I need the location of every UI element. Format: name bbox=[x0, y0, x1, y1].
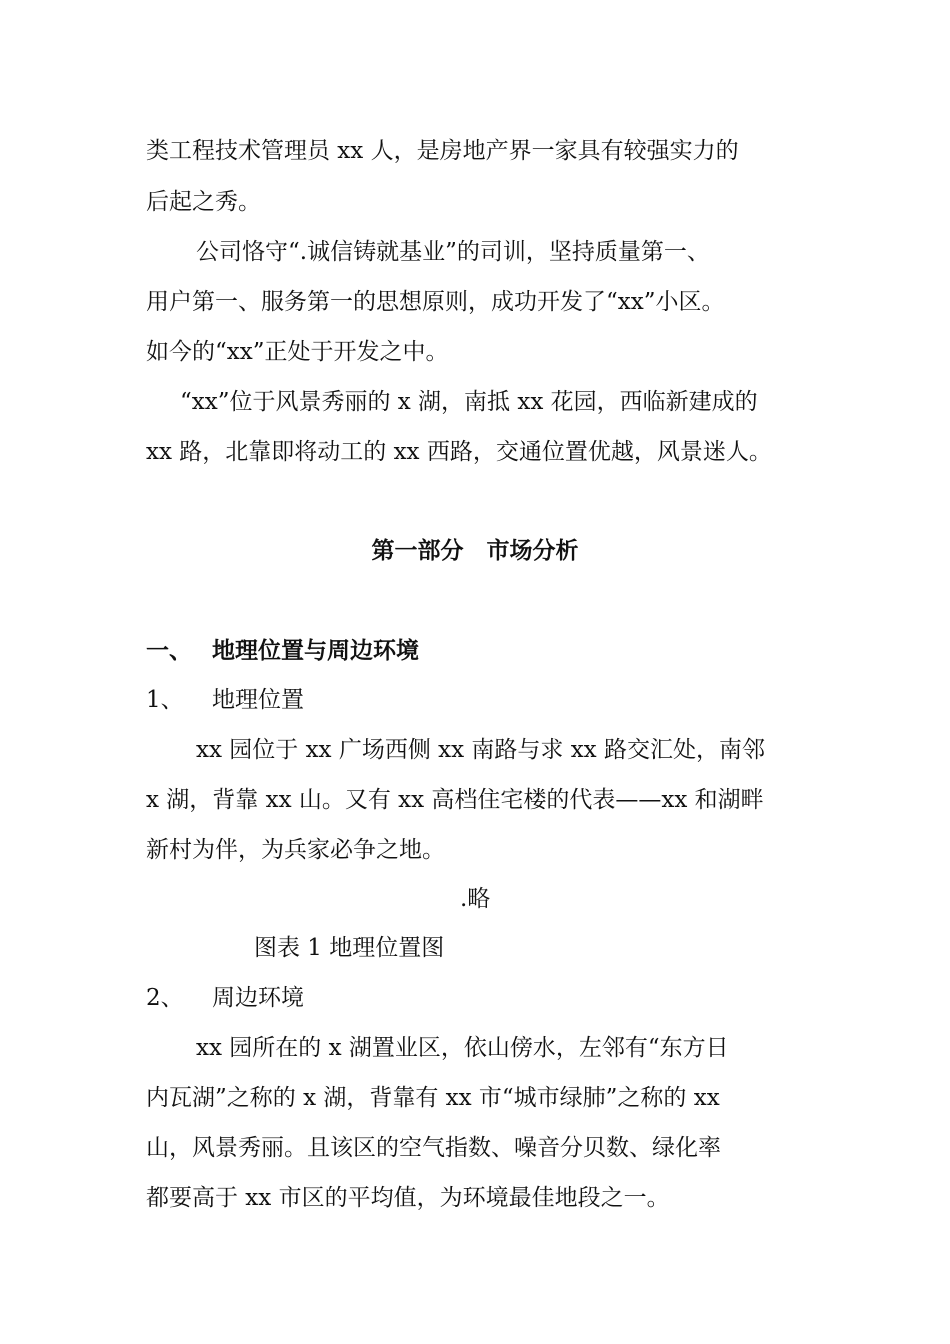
paragraph-line: xx 路，北靠即将动工的 xx 西路，交通位置优越，风景迷人。 bbox=[146, 439, 772, 465]
part-title: 第一部分 市场分析 bbox=[371, 537, 579, 564]
section-heading bbox=[146, 636, 419, 666]
paragraph-line: x 湖，背靠 xx 山。又有 xx 高档住宅楼的代表——xx 和湖畔 bbox=[146, 787, 764, 813]
subsection-heading bbox=[146, 685, 304, 715]
paragraph-line: 新村为伴，为兵家必争之地。 bbox=[146, 837, 445, 863]
paragraph-line: 后起之秀。 bbox=[146, 189, 261, 215]
subsection-title: 周边环境 bbox=[212, 985, 304, 1011]
paragraph-line: xx 园所在的 x 湖置业区，依山傍水，左邻有“东方日 bbox=[196, 1035, 729, 1061]
paragraph-line: 用户第一、服务第一的思想原则，成功开发了“xx”小区。 bbox=[146, 289, 725, 315]
subsection-number: 2、 bbox=[146, 985, 184, 1011]
subsection-number: 1、 bbox=[146, 687, 184, 713]
subsection-heading bbox=[146, 983, 304, 1013]
figure-placeholder: .略 bbox=[460, 886, 491, 912]
paragraph-line: 如今的“xx”正处于开发之中。 bbox=[146, 339, 449, 365]
paragraph-line: 山，风景秀丽。且该区的空气指数、噪音分贝数、绿化率 bbox=[146, 1135, 721, 1161]
paragraph-line: “xx”位于风景秀丽的 x 湖，南抵 xx 花园，西临新建成的 bbox=[180, 389, 758, 415]
subsection-title: 地理位置 bbox=[212, 687, 304, 713]
section-number: 一、 bbox=[146, 637, 192, 664]
paragraph-line: 内瓦湖”之称的 x 湖，背靠有 xx 市“城市绿肺”之称的 xx bbox=[146, 1085, 720, 1111]
paragraph-line: 类工程技术管理员 xx 人，是房地产界一家具有较强实力的 bbox=[146, 138, 739, 164]
paragraph-line: 都要高于 xx 市区的平均值，为环境最佳地段之一。 bbox=[146, 1185, 670, 1211]
section-title: 地理位置与周边环境 bbox=[212, 637, 419, 664]
paragraph-line: xx 园位于 xx 广场西侧 xx 南路与求 xx 路交汇处，南邻 bbox=[196, 737, 765, 763]
figure-caption: 图表 1 地理位置图 bbox=[254, 935, 445, 961]
paragraph-line: 公司恪守“.诚信铸就基业”的司训，坚持质量第一、 bbox=[196, 239, 710, 265]
